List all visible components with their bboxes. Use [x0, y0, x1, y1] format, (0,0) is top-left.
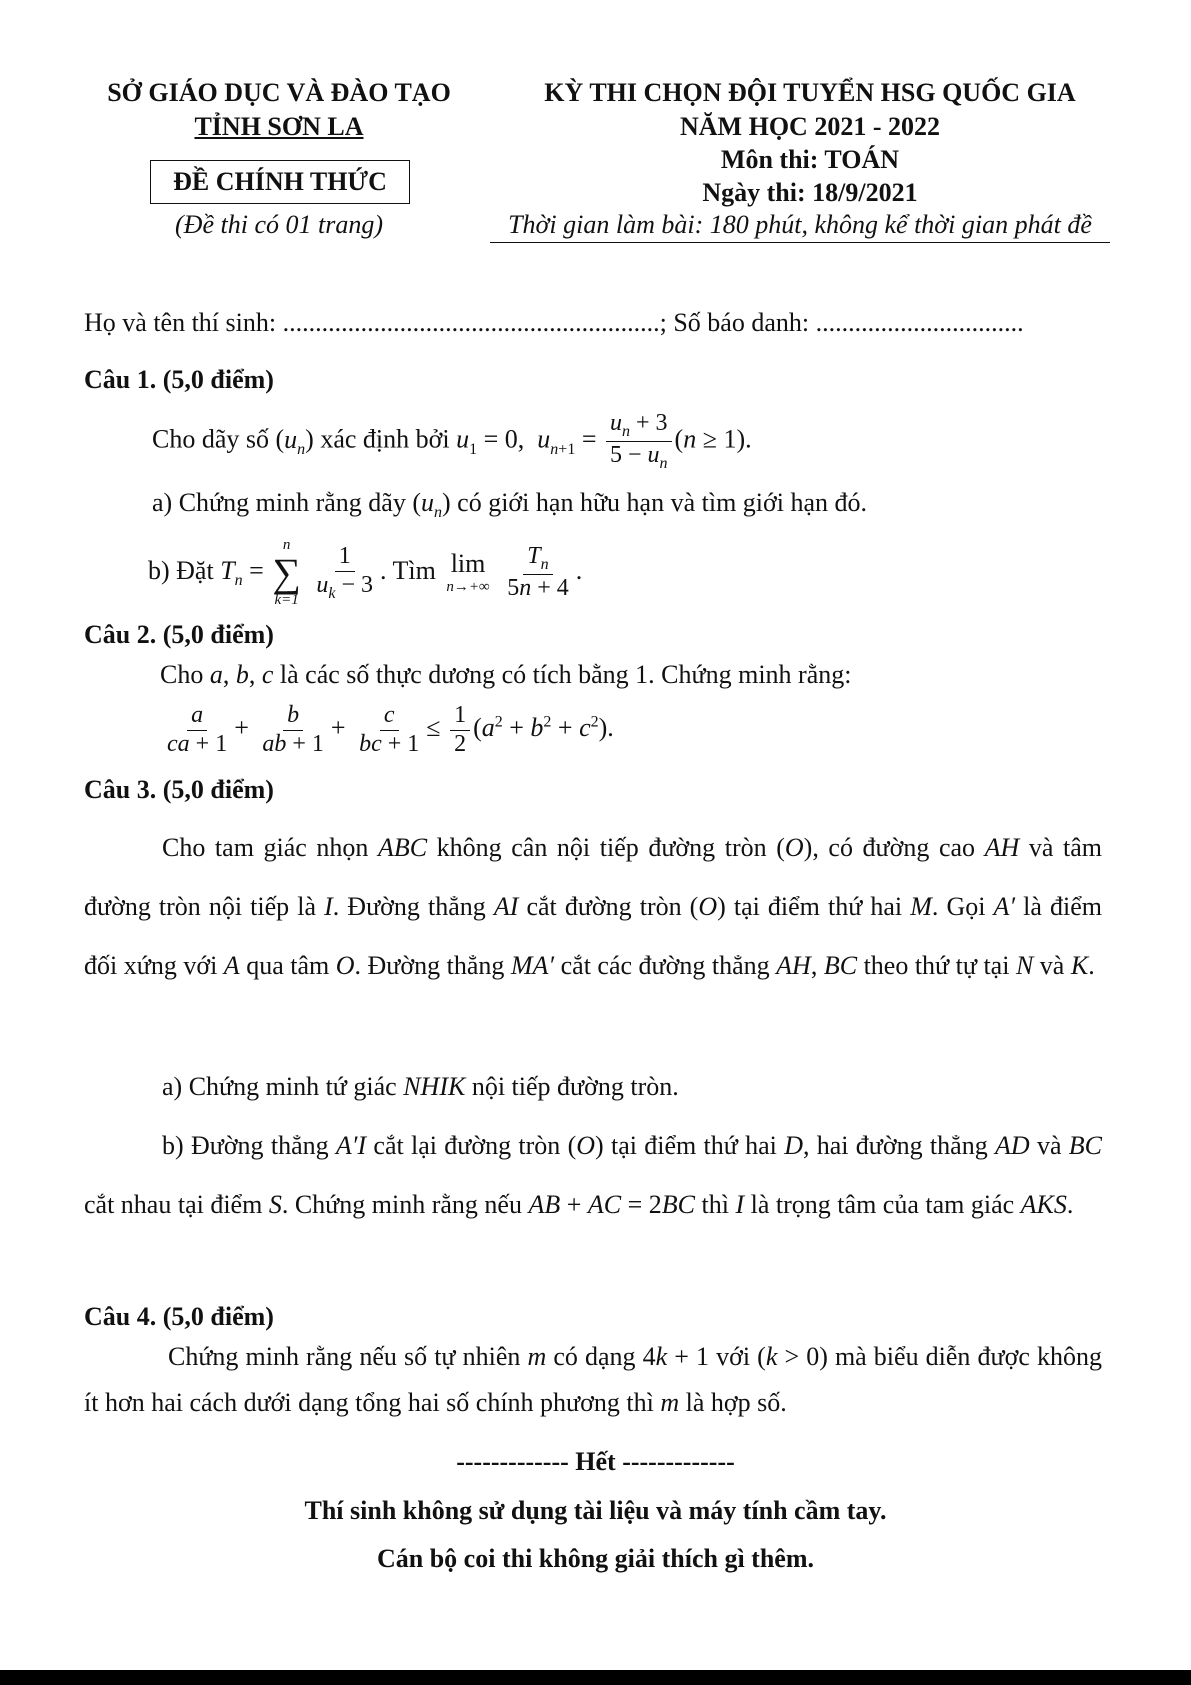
footer-note-2: Cán bộ coi thi không giải thích gì thêm.: [376, 1544, 814, 1573]
q3-part-a: a) Chứng minh tứ giác NHIK nội tiếp đường tròn.: [162, 1072, 679, 1101]
province-name: TỈNH SƠN LA: [194, 112, 364, 141]
exam-date: Ngày thi: 18/9/2021: [702, 178, 918, 207]
page-count-note: (Đề thi có 01 trang): [175, 210, 383, 239]
q2-inequality: $\frac{a}{ca + 1}$ + $\frac{b}{ab + 1}$ + $\frac{c}{bc + 1}$ ≤ $\frac{1}{2}$ $(a^2 + b^2 + c^2)$.: [167, 702, 614, 757]
footer-note-1: Thí sinh không sử dụng tài liệu và máy tính cầm tay.: [304, 1496, 887, 1525]
q2-title: Câu 2. (5,0 điểm): [84, 620, 274, 649]
q1-title: Câu 1. (5,0 điểm): [84, 365, 274, 394]
end-marker: ------------- Hết -------------: [456, 1447, 735, 1476]
q4-title: Câu 4. (5,0 điểm): [84, 1302, 274, 1331]
official-exam-box: ĐỀ CHÍNH THỨC: [150, 160, 410, 204]
candidate-line: [84, 308, 1024, 338]
school-year: NĂM HỌC 2021 - 2022: [680, 112, 940, 141]
exam-name: KỲ THI CHỌN ĐỘI TUYỂN HSG QUỐC GIA: [544, 78, 1076, 107]
exam-duration: Thời gian làm bài: 180 phút, không kể thời gian phát đề: [490, 210, 1110, 243]
subject: Môn thi: TOÁN: [720, 145, 900, 174]
q3-statement: Cho tam giác nhọn ABC không cân nội tiếp đường tròn (O), có đường cao AH và tâm đường tròn nội tiếp là I. Đường thẳng AI cắt đường tròn (O) tại điểm thứ hai M. Gọi A′ là điểm đối xứng với A qua tâm O. Đường thẳng MA′ cắt các đường thẳng AH, BC theo thứ tự tại N và K.: [84, 833, 1103, 980]
q3-title: Câu 3. (5,0 điểm): [84, 775, 274, 804]
q1-intro: Cho dãy số $(u_n)$ xác định bởi $u_1 = 0$, $u_{n+1}$ = $\frac{u_n + 3}{5 - u_n}$ (n ≥ 1).: [152, 410, 752, 472]
bottom-edge-bar: [0, 1670, 1191, 1685]
q3-part-b: b) Đường thẳng A′I cắt lại đường tròn (O) tại điểm thứ hai D, hai đường thẳng AD và BC cắt nhau tại điểm S. Chứng minh rằng nếu AB + AC = 2BC thì I là trọng tâm của tam giác AKS.: [84, 1131, 1103, 1219]
q4-statement: Chứng minh rằng nếu số tự nhiên m có dạng 4k + 1 với (k > 0) mà biểu diễn được không ít hơn hai cách dưới dạng tổng hai số chính phương thì m là hợp số.: [84, 1342, 1102, 1417]
department-name: SỞ GIÁO DỤC VÀ ĐÀO TẠO: [107, 78, 451, 107]
q1-part-b: b) Đặt $T_n$ = n ∑ k=1 $\frac{1}{u_k - 3}$ . Tìm lim n→+∞ $\frac{T_n}{5n + 4}$ .: [148, 537, 583, 608]
candidate-id-label: ; Số báo danh: ................................: [659, 308, 1024, 337]
q2-intro: Cho a, b, c là các số thực dương có tích bằng 1. Chứng minh rằng:: [160, 660, 852, 689]
q1-part-a: a) Chứng minh rằng dãy $(u_n)$ có giới hạn hữu hạn và tìm giới hạn đó.: [152, 488, 868, 522]
candidate-name-label: Họ và tên thí sinh: ..........................................................: [84, 308, 660, 337]
